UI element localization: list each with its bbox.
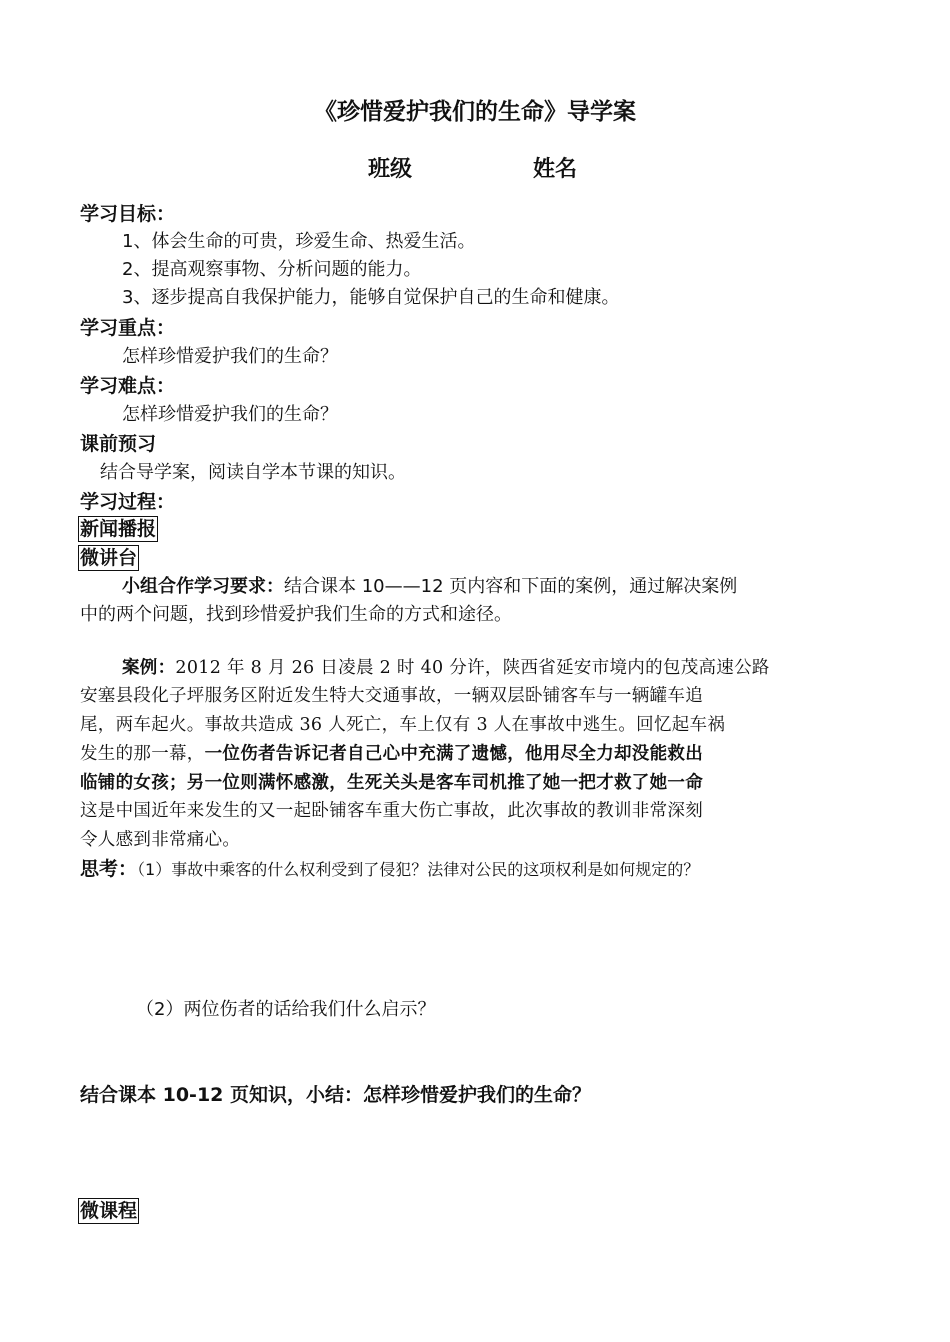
news-broadcast-box: 新闻播报	[80, 518, 157, 540]
page-title: 《珍惜爱护我们的生命》导学案	[314, 99, 636, 125]
micro-course-box: 微课程	[80, 1200, 138, 1222]
difficulty-heading: 学习难点：	[80, 375, 176, 397]
case-line	[122, 654, 770, 682]
summary-prompt: 结合课本 10-12 页知识，小结：怎样珍惜爱护我们的生命？	[80, 1084, 591, 1106]
process-heading: 学习过程：	[80, 491, 176, 513]
difficulty-text: 怎样珍惜爱护我们的生命？	[122, 404, 338, 425]
group-requirement	[122, 573, 737, 601]
key-point-heading: 学习重点：	[80, 317, 176, 339]
thinking-row	[80, 855, 699, 883]
objectives-heading: 学习目标：	[80, 203, 176, 225]
case-line: 令人感到非常痛心。	[80, 830, 241, 850]
case-line	[80, 740, 703, 768]
objective-item: 1、体会生命的可贵，珍爱生命、热爱生活。	[122, 231, 476, 252]
case-emphasis: 一位伤者告诉记者自己心中充满了遗憾，他用尽全力却没能救出	[204, 744, 704, 764]
objective-item: 3、逐步提高自我保护能力，能够自觉保护自己的生命和健康。	[122, 287, 620, 308]
micro-lecture-box: 微讲台	[80, 547, 138, 569]
case-label: 案例：	[122, 658, 176, 678]
requirement-text-line2: 中的两个问题，找到珍惜爱护我们生命的方式和途径。	[80, 604, 512, 625]
case-line: 这是中国近年来发生的又一起卧铺客车重大伤亡事故，此次事故的教训非常深刻	[80, 801, 703, 821]
objective-item: 2、提高观察事物、分析问题的能力。	[122, 259, 422, 280]
thinking-label: 思考：	[80, 858, 138, 880]
preview-text: 结合导学案，阅读自学本节课的知识。	[100, 462, 406, 483]
question-2: （2）两位伤者的话给我们什么启示？	[136, 999, 436, 1020]
class-label: 班级	[368, 157, 413, 182]
question-1: （1）事故中乘客的什么权利受到了侵犯？法律对公民的这项权利是如何规定的？	[137, 860, 700, 879]
case-emphasis-text: 临铺的女孩；另一位则满怀感激，生死关头是客车司机推了她一把才救了她一命	[80, 773, 703, 793]
case-line: 安塞县段化子坪服务区附近发生特大交通事故，一辆双层卧铺客车与一辆罐车追	[80, 686, 703, 706]
case-text: 2012 年 8 月 26 日凌晨 2 时 40 分许，陕西省延安市境内的包茂高速公路	[175, 658, 770, 678]
case-emphasis	[80, 769, 703, 797]
case-text: 发生的那一幕，	[80, 744, 205, 764]
name-label: 姓名	[533, 157, 578, 182]
preview-heading: 课前预习	[80, 433, 157, 455]
requirement-label: 小组合作学习要求：	[122, 576, 284, 597]
requirement-text: 结合课本 10——12 页内容和下面的案例，通过解决案例	[284, 576, 738, 597]
case-line: 尾，两车起火。事故共造成 36 人死亡，车上仅有 3 人在事故中逃生。回忆起车祸	[80, 715, 726, 735]
key-point-text: 怎样珍惜爱护我们的生命？	[122, 346, 338, 367]
